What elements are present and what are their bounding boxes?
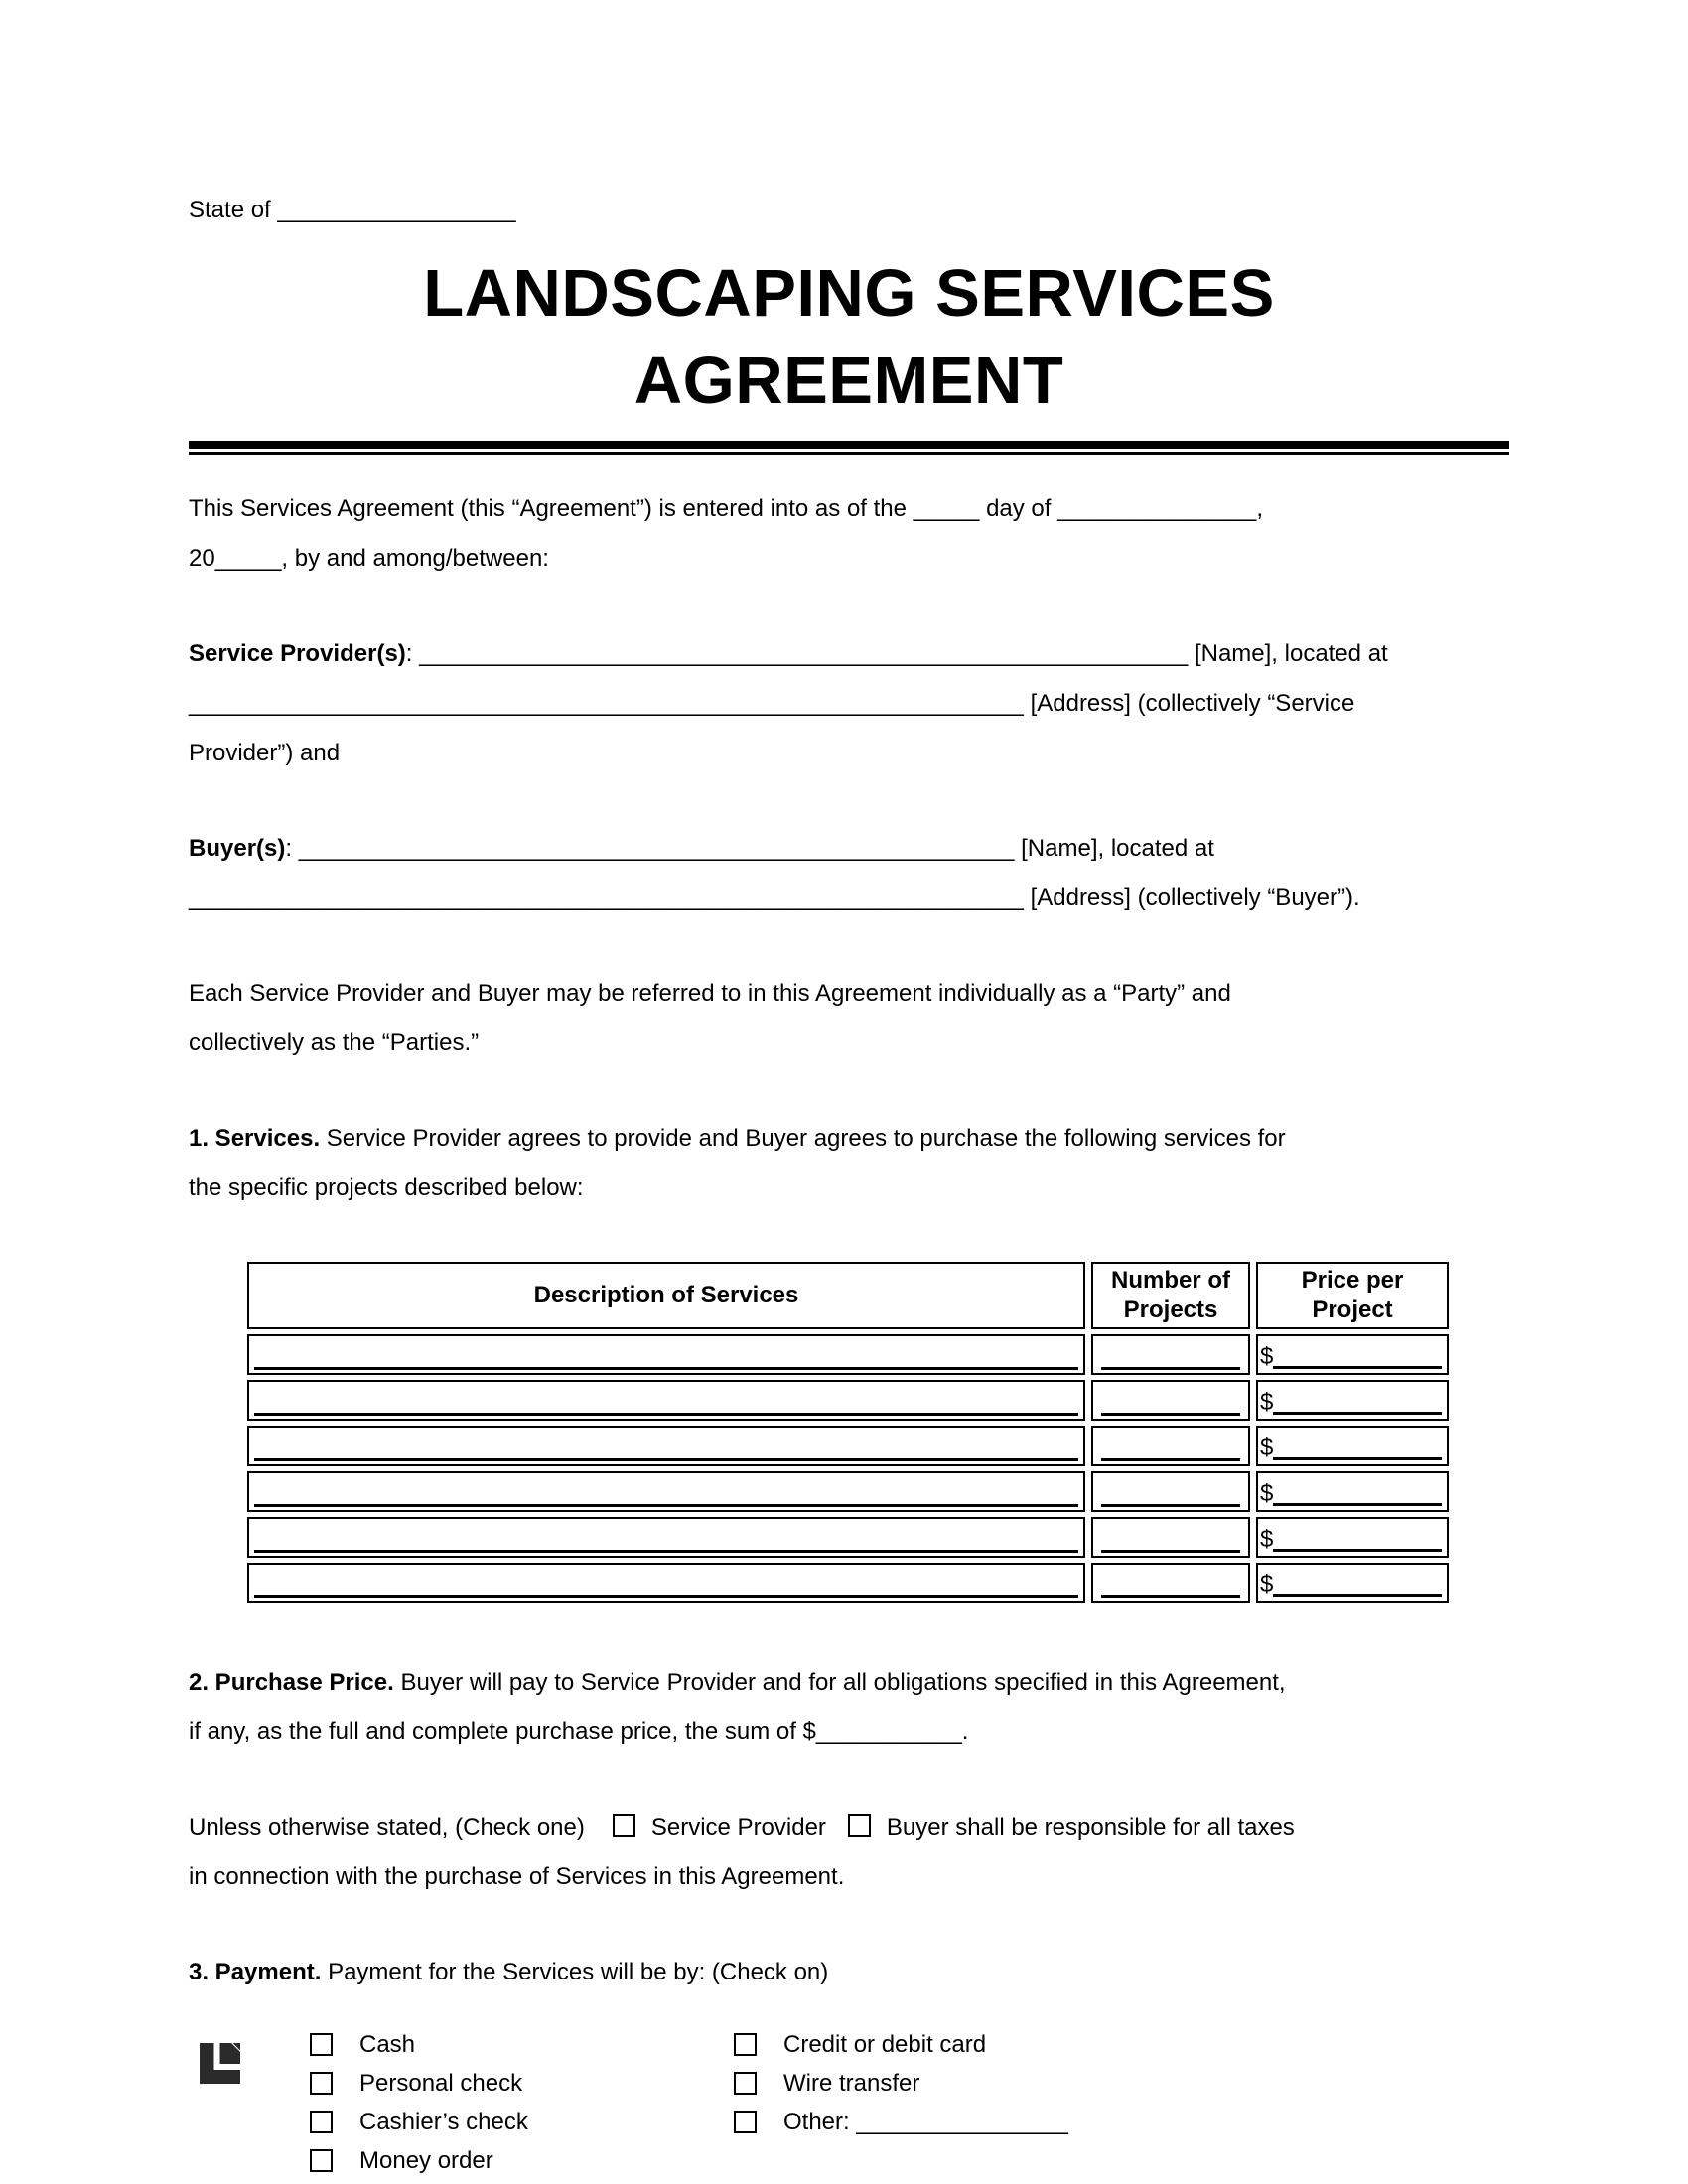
projects-blank-field[interactable] bbox=[1101, 1550, 1240, 1553]
purchase-price-line-1 bbox=[189, 1658, 1509, 1707]
credit-card-checkbox[interactable] bbox=[734, 2033, 757, 2056]
price-blank-field[interactable] bbox=[1273, 1594, 1442, 1597]
price-blank-field[interactable] bbox=[1273, 1412, 1442, 1415]
dollar-sign: $ bbox=[1260, 1526, 1274, 1553]
personal-check-checkbox[interactable] bbox=[310, 2072, 333, 2095]
description-cell[interactable] bbox=[247, 1426, 1085, 1466]
payment-option-money-order bbox=[310, 2141, 528, 2180]
buyer-name-blank: : ______________________________________________________ [Name], located at bbox=[285, 835, 1214, 862]
description-blank-field[interactable] bbox=[254, 1367, 1078, 1370]
payment-option-cash bbox=[310, 2025, 528, 2064]
table-row bbox=[247, 1471, 1449, 1512]
services-section-paragraph bbox=[189, 1114, 1509, 1213]
payment-options-right-column bbox=[734, 2025, 1068, 2141]
description-cell[interactable] bbox=[247, 1517, 1085, 1558]
table-row bbox=[247, 1380, 1449, 1421]
service-provider-line-1 bbox=[189, 629, 1509, 679]
description-cell[interactable] bbox=[247, 1380, 1085, 1421]
title-line-1: LANDSCAPING SERVICES bbox=[423, 256, 1275, 331]
parties-line-2: collectively as the “Parties.” bbox=[189, 1029, 480, 1056]
services-line-1 bbox=[189, 1114, 1509, 1163]
header-number-of-projects: Number of Projects bbox=[1091, 1262, 1250, 1329]
cash-checkbox[interactable] bbox=[310, 2033, 333, 2056]
purchase-price-line-2: if any, as the full and complete purchase price, the sum of $___________. bbox=[189, 1718, 969, 1745]
other-label: Other: ________________ bbox=[783, 2108, 1068, 2135]
service-provider-line-3: Provider”) and bbox=[189, 740, 341, 766]
payment-option-credit-card bbox=[734, 2025, 1068, 2064]
state-of-line: State of __________________ bbox=[189, 197, 516, 223]
projects-cell[interactable] bbox=[1091, 1334, 1250, 1375]
payment-options bbox=[189, 2025, 1509, 2184]
taxes-option-service-provider: Service Provider bbox=[650, 1814, 826, 1841]
description-blank-field[interactable] bbox=[254, 1413, 1078, 1416]
services-table-header-row bbox=[247, 1262, 1449, 1329]
price-blank-field[interactable] bbox=[1273, 1366, 1442, 1369]
service-provider-label: Service Provider(s) bbox=[189, 640, 406, 667]
purchase-price-paragraph bbox=[189, 1658, 1509, 1757]
projects-blank-field[interactable] bbox=[1101, 1458, 1240, 1461]
wire-transfer-label: Wire transfer bbox=[783, 2069, 920, 2097]
purchase-price-label: 2. Purchase Price. bbox=[189, 1669, 394, 1696]
projects-cell[interactable] bbox=[1091, 1563, 1250, 1603]
table-row bbox=[247, 1517, 1449, 1558]
parties-paragraph bbox=[189, 969, 1509, 1068]
service-provider-paragraph bbox=[189, 629, 1509, 778]
divider-thick-line bbox=[189, 441, 1509, 449]
buyer-tax-checkbox[interactable] bbox=[848, 1814, 871, 1837]
description-cell[interactable] bbox=[247, 1471, 1085, 1512]
wire-transfer-checkbox[interactable] bbox=[734, 2072, 757, 2095]
price-blank-field[interactable] bbox=[1273, 1549, 1442, 1552]
legal-templates-logo-icon bbox=[200, 2043, 240, 2084]
credit-card-label: Credit or debit card bbox=[783, 2030, 987, 2058]
projects-blank-field[interactable] bbox=[1101, 1595, 1240, 1598]
taxes-line-2: in connection with the purchase of Services in this Agreement. bbox=[189, 1863, 845, 1890]
services-section-label: 1. Services. bbox=[189, 1125, 321, 1152]
projects-blank-field[interactable] bbox=[1101, 1367, 1240, 1370]
title-divider bbox=[189, 441, 1509, 455]
header-price-per-project: Price per Project bbox=[1256, 1262, 1449, 1329]
payment-options-left-column bbox=[310, 2025, 528, 2180]
buyer-line-2: _______________________________________________________________ [Address] (collectively “Buyer”). bbox=[189, 885, 1360, 911]
projects-cell[interactable] bbox=[1091, 1471, 1250, 1512]
description-blank-field[interactable] bbox=[254, 1550, 1078, 1553]
cashiers-check-checkbox[interactable] bbox=[310, 2111, 333, 2133]
header-description-of-services: Description of Services bbox=[247, 1262, 1085, 1329]
price-blank-field[interactable] bbox=[1273, 1503, 1442, 1506]
services-section-text: Service Provider agrees to provide and Buyer agrees to purchase the following services for bbox=[320, 1125, 1286, 1152]
buyer-paragraph bbox=[189, 824, 1509, 923]
projects-cell[interactable] bbox=[1091, 1426, 1250, 1466]
taxes-text-pre: Unless otherwise stated, (Check one) bbox=[189, 1814, 585, 1841]
taxes-line-1 bbox=[189, 1803, 1509, 1852]
price-cell[interactable] bbox=[1256, 1517, 1449, 1558]
projects-blank-field[interactable] bbox=[1101, 1504, 1240, 1507]
description-cell[interactable] bbox=[247, 1334, 1085, 1375]
payment-option-other bbox=[734, 2103, 1068, 2141]
payment-heading-text: Payment for the Services will be by: (Check on) bbox=[321, 1959, 829, 1985]
personal-check-label: Personal check bbox=[359, 2069, 523, 2097]
table-row bbox=[247, 1334, 1449, 1375]
payment-heading-line bbox=[189, 1948, 1509, 1997]
dollar-sign: $ bbox=[1260, 1343, 1274, 1370]
buyer-label: Buyer(s) bbox=[189, 835, 286, 862]
service-provider-name-blank: : __________________________________________________________ [Name], located at bbox=[405, 640, 1388, 667]
payment-label: 3. Payment. bbox=[189, 1959, 322, 1985]
services-line-2: the specific projects described below: bbox=[189, 1174, 584, 1201]
taxes-option-buyer: Buyer shall be responsible for all taxes bbox=[886, 1814, 1295, 1841]
table-row bbox=[247, 1426, 1449, 1466]
payment-section-heading bbox=[189, 1948, 1509, 1997]
divider-thin-line bbox=[189, 452, 1509, 455]
payment-option-personal-check bbox=[310, 2064, 528, 2103]
cashiers-check-label: Cashier’s check bbox=[359, 2108, 528, 2135]
service-provider-line-2: _______________________________________________________________ [Address] (collectively “Service bbox=[189, 690, 1355, 717]
description-blank-field[interactable] bbox=[254, 1595, 1078, 1598]
parties-line-1: Each Service Provider and Buyer may be referred to in this Agreement individually as a “Party” and bbox=[189, 980, 1231, 1007]
intro-paragraph bbox=[189, 484, 1509, 584]
price-blank-field[interactable] bbox=[1273, 1457, 1442, 1460]
projects-cell[interactable] bbox=[1091, 1517, 1250, 1558]
services-table bbox=[241, 1257, 1455, 1608]
taxes-paragraph bbox=[189, 1803, 1509, 1902]
dollar-sign: $ bbox=[1260, 1480, 1274, 1507]
money-order-label: Money order bbox=[359, 2146, 493, 2174]
description-blank-field[interactable] bbox=[254, 1458, 1078, 1461]
dollar-sign: $ bbox=[1260, 1571, 1274, 1598]
service-provider-tax-checkbox[interactable] bbox=[613, 1814, 635, 1837]
price-cell[interactable] bbox=[1256, 1471, 1449, 1512]
price-cell[interactable] bbox=[1256, 1334, 1449, 1375]
purchase-price-text: Buyer will pay to Service Provider and for all obligations specified in this Agreement, bbox=[393, 1669, 1286, 1696]
dollar-sign: $ bbox=[1260, 1389, 1274, 1416]
intro-line-1: This Services Agreement (this “Agreement”) is entered into as of the _____ day of _______________, bbox=[189, 495, 1263, 522]
money-order-checkbox[interactable] bbox=[310, 2149, 333, 2172]
title-line-2: AGREEMENT bbox=[633, 343, 1064, 418]
price-cell[interactable] bbox=[1256, 1426, 1449, 1466]
payment-option-cashiers-check bbox=[310, 2103, 528, 2141]
price-cell[interactable] bbox=[1256, 1563, 1449, 1603]
dollar-sign: $ bbox=[1260, 1434, 1274, 1461]
buyer-line-1 bbox=[189, 824, 1509, 874]
description-blank-field[interactable] bbox=[254, 1504, 1078, 1507]
price-cell[interactable] bbox=[1256, 1380, 1449, 1421]
projects-blank-field[interactable] bbox=[1101, 1413, 1240, 1416]
page-title bbox=[189, 250, 1509, 425]
projects-cell[interactable] bbox=[1091, 1380, 1250, 1421]
cash-label: Cash bbox=[359, 2030, 416, 2058]
intro-line-2: 20_____, by and among/between: bbox=[189, 545, 549, 572]
table-row bbox=[247, 1563, 1449, 1603]
description-cell[interactable] bbox=[247, 1563, 1085, 1603]
payment-option-wire-transfer bbox=[734, 2064, 1068, 2103]
other-checkbox[interactable] bbox=[734, 2111, 757, 2133]
